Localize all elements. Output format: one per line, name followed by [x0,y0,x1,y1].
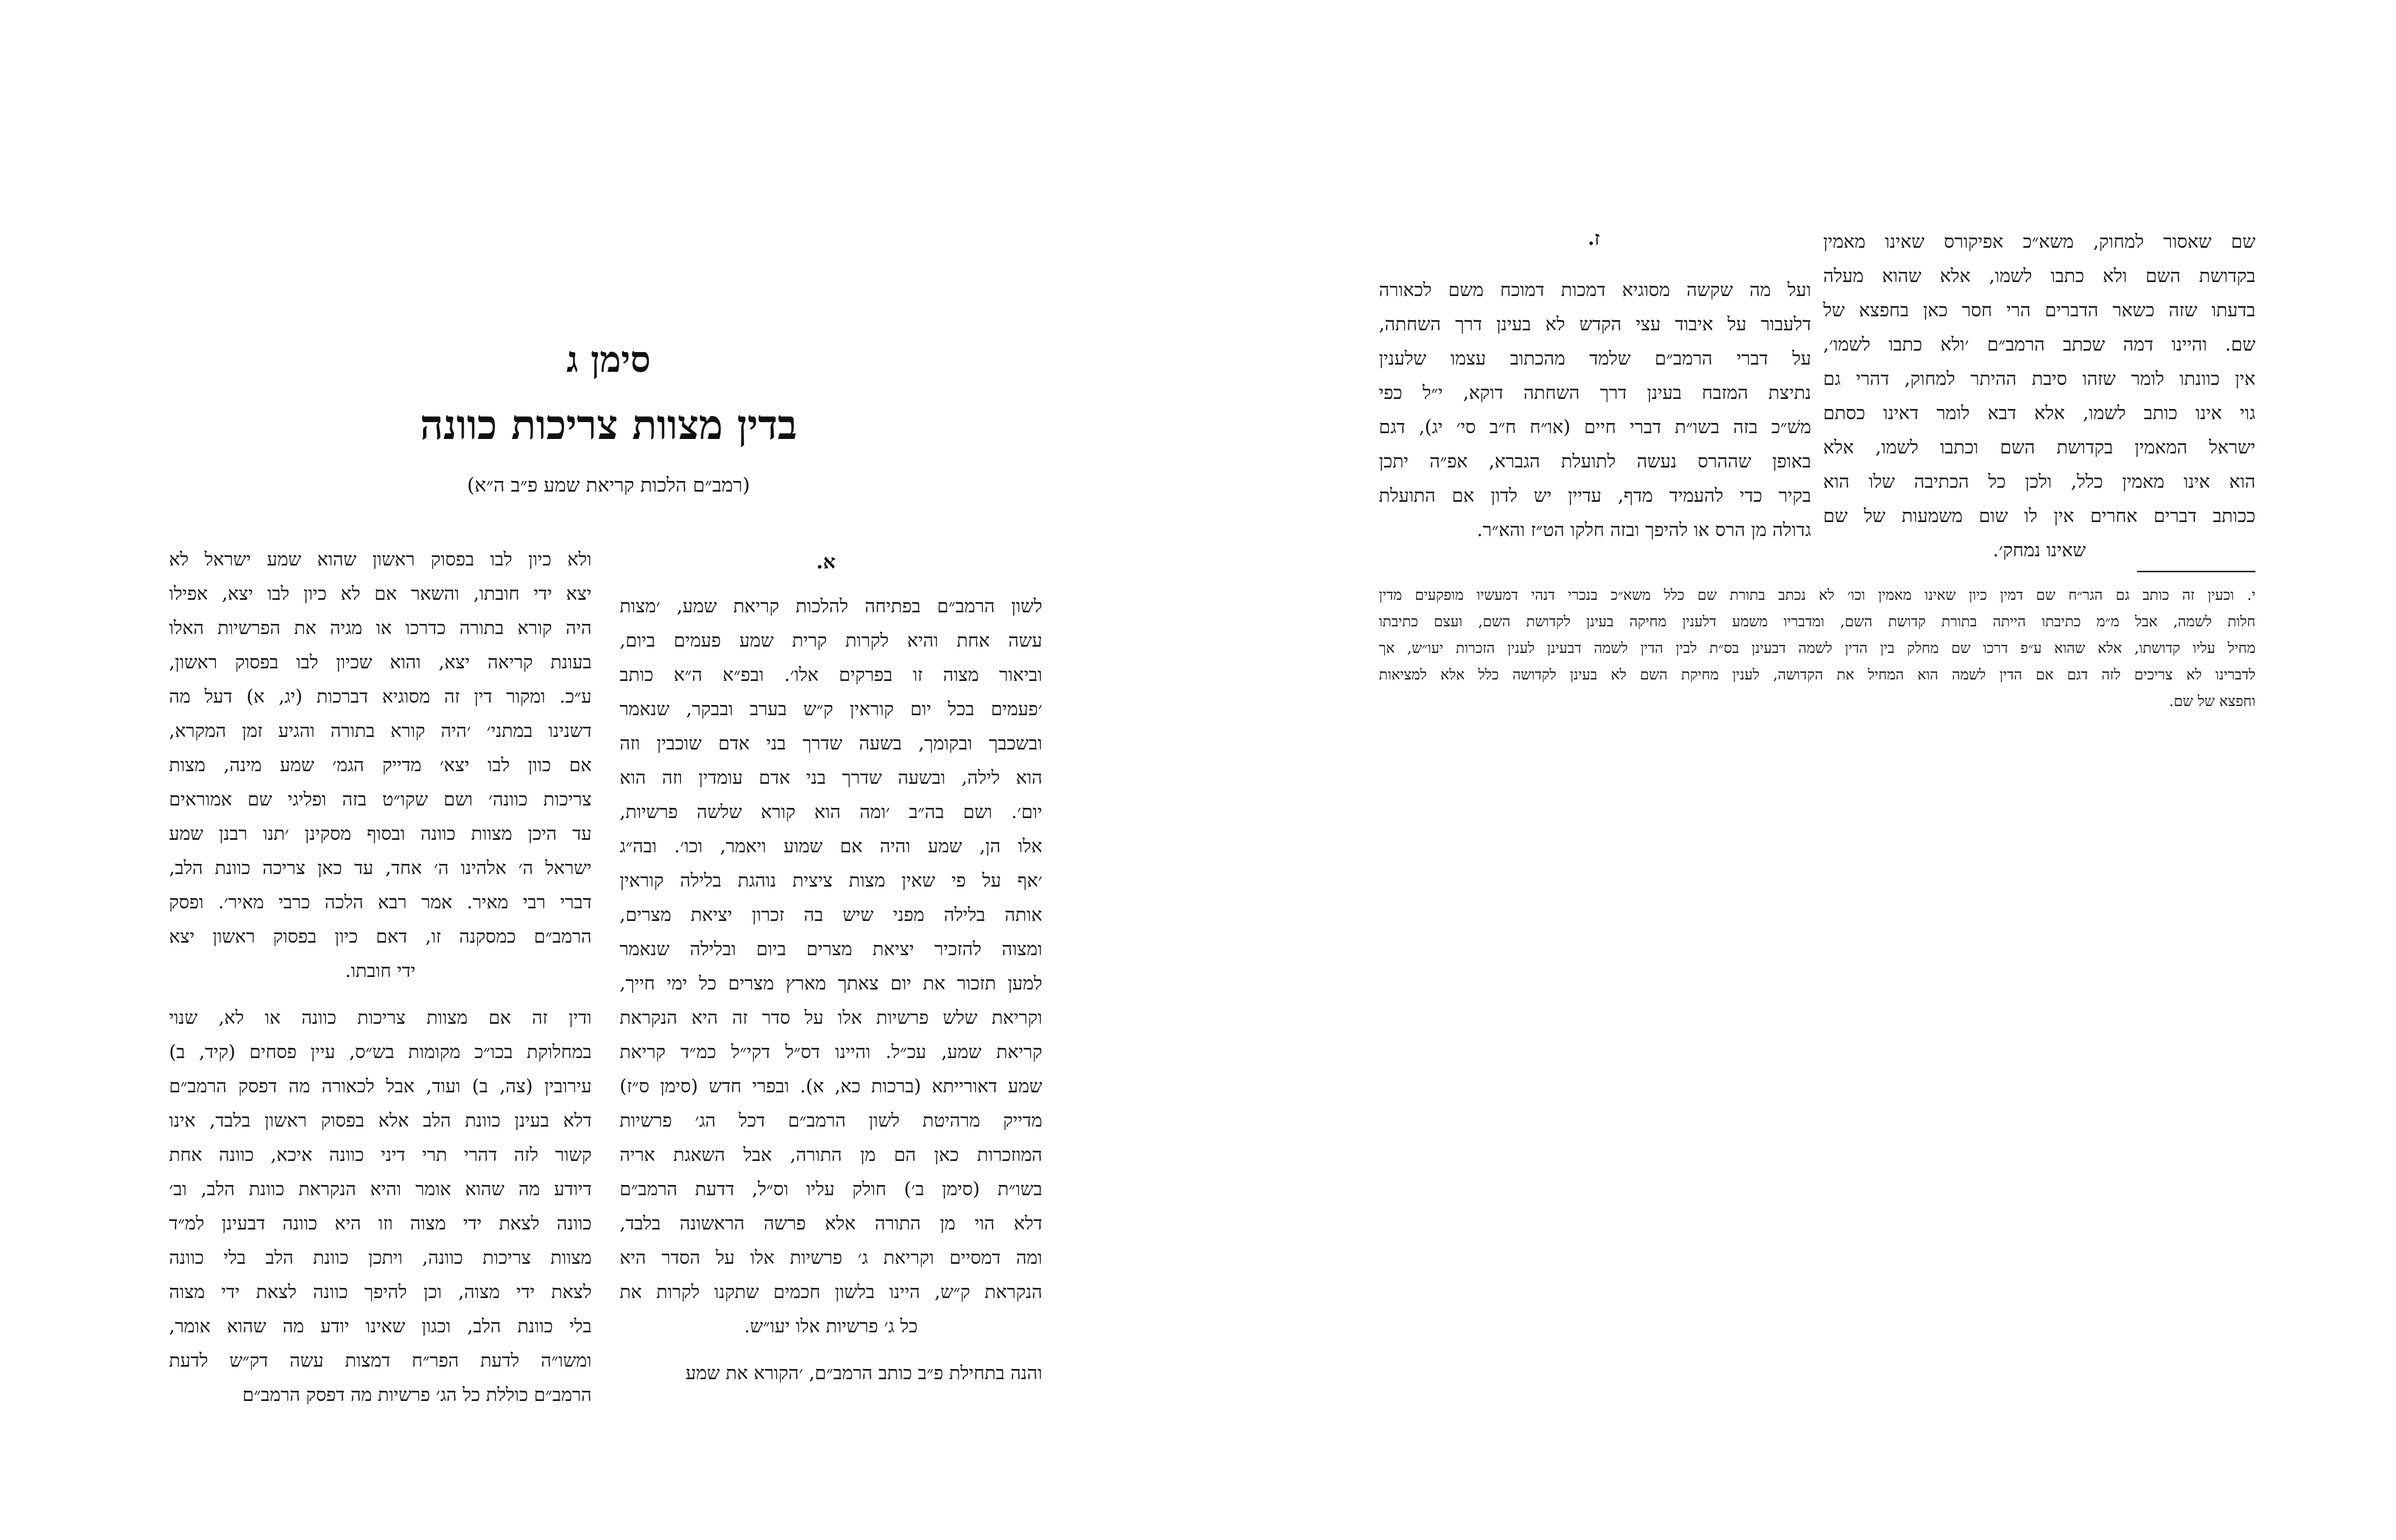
footnote-line: וחפצא של שם. [2169,693,2255,710]
text-line: ישראל ה׳ אלהינו ה׳ אחד, עד כאן צריכה כוונת הלב, [169,857,592,878]
text-line: היה קורא בתורה כדרכו או מגיה את הפרשיות האלו [169,617,592,638]
siman-title: סימן ג [566,339,651,381]
footnote-line: לדברינו לא צריכים לזה דגם אם הדין לשמה הוא המחיל את הקדושה, לענין מחיקת השם לא בעינן לקדושה כלל אלא למציאות [1379,666,2255,683]
text-line: והנה בתחילת פ״ב כותב הרמב״ם, ׳הקורא את שמע [685,1362,1042,1384]
footnote-line: חלות לשמה, אבל מ״מ כתיבתו הייתה בתורת קדושת השם, ומדבריו משמע דלענין מחיקה בעינן לקדושת השם, ועצם כתיבתו [1379,613,2255,630]
text-line: ולא כיון לבו בפסוק ראשון שהוא שמע ישראל לא [169,549,592,570]
text-line: דיודע מה שהוא אומר והיא הנקראת כוונת הלב, וב׳ [169,1178,592,1200]
text-line: לצאת ידי מצוה, וכן להיפך כוונה לצאת ידי מצוה [169,1281,592,1302]
text-line: הרמב״ם כמסקנה זו, דאם כיון בפסוק ראשון יצא [169,926,592,947]
text-line: הוא לילה, ובשעה שדרך בני אדם עומדין וזה הוא [620,767,1042,788]
text-line: עד היכן מצוות כוונה ובסוף מסקינן ׳תנו רבנן שמע [169,823,592,844]
footnote-divider [2137,571,2255,572]
text-line: הרמב״ם כוללת כל הג׳ פרשיות מה דפסק הרמב״ם [242,1384,592,1405]
text-line: יום׳. ושם בה״ב ׳ומה הוא קורא שלשה פרשיות, [620,801,1042,822]
footnote-line: י. וכעין זה כותב גם הגר״ח שם דמין כיון שאינו מאמין וכו׳ לא נכתב בתורת שם כלל משא״כ בנכרי דנהי דמעשיו מופקעים מדין [1379,587,2255,604]
text-line: דשנינו במתני׳ ׳היה קורא בתורה והגיע זמן המקרא, [169,720,592,741]
text-line: שאינו נמחק׳. [1993,539,2086,561]
text-line: ומה דמסיים וקריאת ג׳ פרשיות אלו על הסדר היא [620,1247,1042,1268]
section-letter-aleph: א. [816,551,836,573]
text-line: ומצוה להזכיר יציאת מצרים ביום ובלילה שנאמר [620,938,1042,960]
text-line: שמע דאורייתא (ברכות כא, א). ובפרי חדש (סימן ס״ז) [620,1075,1042,1097]
text-line: דלא הוי מן התורה אלא פרשה הראשונה בלבד, [620,1213,1042,1234]
chapter-source-reference: (רמב״ם הלכות קריאת שמע פ״ב ה״א) [467,474,750,496]
text-line: ובשכבך ובקומך, בשעה שדרך בני אדם שוכבין וזה [620,733,1042,754]
text-line: וביאור מצוה זו בפרקים אלו׳. ובפ״א ה״א כותב [620,664,1042,685]
text-line: דברי רבי מאיר. אמר רבא הלכה כרבי מאיר׳. ופסק [169,891,592,913]
text-line: בשו״ת (סימן ב׳) חולק עליו וס״ל, דדעת הרמב״ם [620,1178,1042,1200]
text-line: המוזכרות כאן הם מן התורה, אבל השאגת אריה [620,1144,1042,1165]
text-line: דלעבור על איבוד עצי הקדש לא בעינן דרך השחתה, [1379,313,1811,335]
text-line: מדייק מרהיטת לשון הרמב״ם דכל הג׳ פרשיות [620,1110,1042,1131]
text-line: עשה אחת והיא לקרות קרית שמע פעמים ביום, [620,630,1042,651]
footnote-block [1379,582,2255,715]
text-line: ידי חובתו. [345,960,416,981]
text-line: יצא ידי חובתו, והשאר אם לא כיון לבו יצא, אפילו [169,583,592,604]
footnote-line: מחיל עליו קדושתו, אלא שהוא ע״פ דרכו שם מחלק בין הדין לשמה דבעינן בס״ת לבין הדין לשמה דבעינן לענין הזכרות יעו״ש, אך [1379,640,2255,657]
text-line: דלא בעינן כוונת הלב אלא בפסוק ראשון בלבד, אינו [169,1110,592,1131]
text-line: כוונה לצאת ידי מצוה וזו היא כוונה דבעינן למ״ד [169,1213,592,1234]
text-line: למען תזכור את יום צאתך מארץ מצרים כל ימי חייך, [620,973,1042,994]
text-line: ככותב דברים אחרים אין לו שום משמעות של שם [1823,505,2255,526]
text-line: בקיר כדי להעמיד מדף, עדיין יש לדון אם התועלת [1379,485,1811,506]
text-line: כל ג׳ פרשיות אלו יעו״ש. [744,1315,918,1337]
text-line: שם. והיינו דמה שכתב הרמב״ם ׳ולא כתבו לשמו׳, [1823,334,2255,355]
left-page-right-column [620,589,1042,1390]
text-line: גדולה מן הרס או להיפך ובזה חלקו הט״ז והא״ר. [1476,519,1811,540]
section-letter-zayin: ז. [1588,227,1600,250]
text-line: ׳אף על פי שאין מצות ציצית נוהגת בלילה קוראין [620,870,1042,891]
chapter-title: בדין מצוות צריכות כוונה [420,401,797,449]
text-line: נתיצת המזבח בעינן דרך השחתה דוקא, י״ל כפי [1379,382,1811,403]
text-line: ודין זה אם מצוות צריכות כוונה או לא, שנוי [169,1007,592,1028]
text-line: וקריאת שלש פרשיות אלו על סדר זה היא הנקראת [620,1007,1042,1028]
text-line: ישראל המאמין בקדושת השם וכתבו לשמו, אלא [1823,437,2255,458]
right-page-right-column [1823,225,2255,567]
text-line: אין כוונתו לומר שזהו סיבת ההיתר למחוק, דהרי גם [1823,368,2255,389]
left-page-left-column [169,542,592,1412]
text-line: מצוות צריכות כוונה, ויתכן כוונת הלב בלי כוונה [169,1247,592,1268]
text-line: הוא אינו מאמין כלל, ולכן כל הכתיבה שלו הוא [1823,471,2255,492]
text-line: בקדושת השם ולא כתבו לשמו, אלא שהוא מעלה [1823,265,2255,286]
text-line: קריאת שמע, עכ״ל. והיינו דס״ל דקי״ל כמ״ד קריאת [620,1041,1042,1062]
text-line: ׳פעמים בכל יום קוראין ק״ש בערב ובבקר, שנאמר [620,698,1042,720]
text-line: גוי אינו כותב לשמו, אלא דבא לומר דאינו כסתם [1823,402,2255,424]
text-line: בעונת קריאה יצא, והוא שכיון לבו בפסוק ראשון, [169,651,592,673]
text-line: עירובין (צה, ב) ועוד, אבל לכאורה מה דפסק הרמב״ם [169,1075,592,1097]
text-line: בדעתו שזה כשאר הדברים הרי חסר כאן בחפצא של [1823,299,2255,321]
text-line: צריכות כוונה׳ ושם שקו״ט בזה ופליגי שם אמוראים [169,789,592,810]
text-line: הנקראת ק״ש, היינו בלשון חכמים שתקנו לקרות את [620,1281,1042,1302]
text-line: ומשו״ה לדעת הפר״ח דמצות עשה דק״ש לדעת [169,1350,592,1371]
text-line: לשון הרמב״ם בפתיחה להלכות קריאת שמע, ׳מצות [620,595,1042,617]
text-line: אותה בלילה מפני שיש בה זכרון יציאת מצרים, [620,904,1042,925]
text-line: במחלוקת בכו״כ מקומות בש״ס, עיין פסחים (קיד, ב) [169,1041,592,1062]
text-line: באופן שההרס נעשה לתועלת הגברא, אפ״ה יתכן [1379,451,1811,472]
right-page-left-column [1379,273,1811,547]
text-line: ע״כ. ומקור דין זה מסוגיא דברכות (יג, א) דעל מה [169,686,592,707]
text-line: בלי כוונת הלב, וכגון שאינו יודע מה שהוא אומר, [169,1315,592,1337]
text-line: ועל מה שקשה מסוגיא דמכות דמוכח משם לכאורה [1379,279,1811,300]
text-line: משׁ״כ בזה בשו״ת דברי חיים (או״ח ח״ב סי׳ יג), דגם [1379,416,1811,438]
text-line: קשור לזה דהרי תרי דיני כוונה איכא, כוונה אחת [169,1144,592,1165]
text-line: אם כוון לבו יצא׳ מדייק הגמ׳ שמע מינה, מצות [169,754,592,776]
text-line: על דברי הרמב״ם שלמד מהכתוב עצמו שלענין [1379,348,1811,369]
text-line: אלו הן, שמע והיה אם שמוע ויאמר, וכו׳. ובה״ג [620,835,1042,857]
text-line: שם שאסור למחוק, משא״כ אפיקורס שאינו מאמין [1823,231,2255,252]
